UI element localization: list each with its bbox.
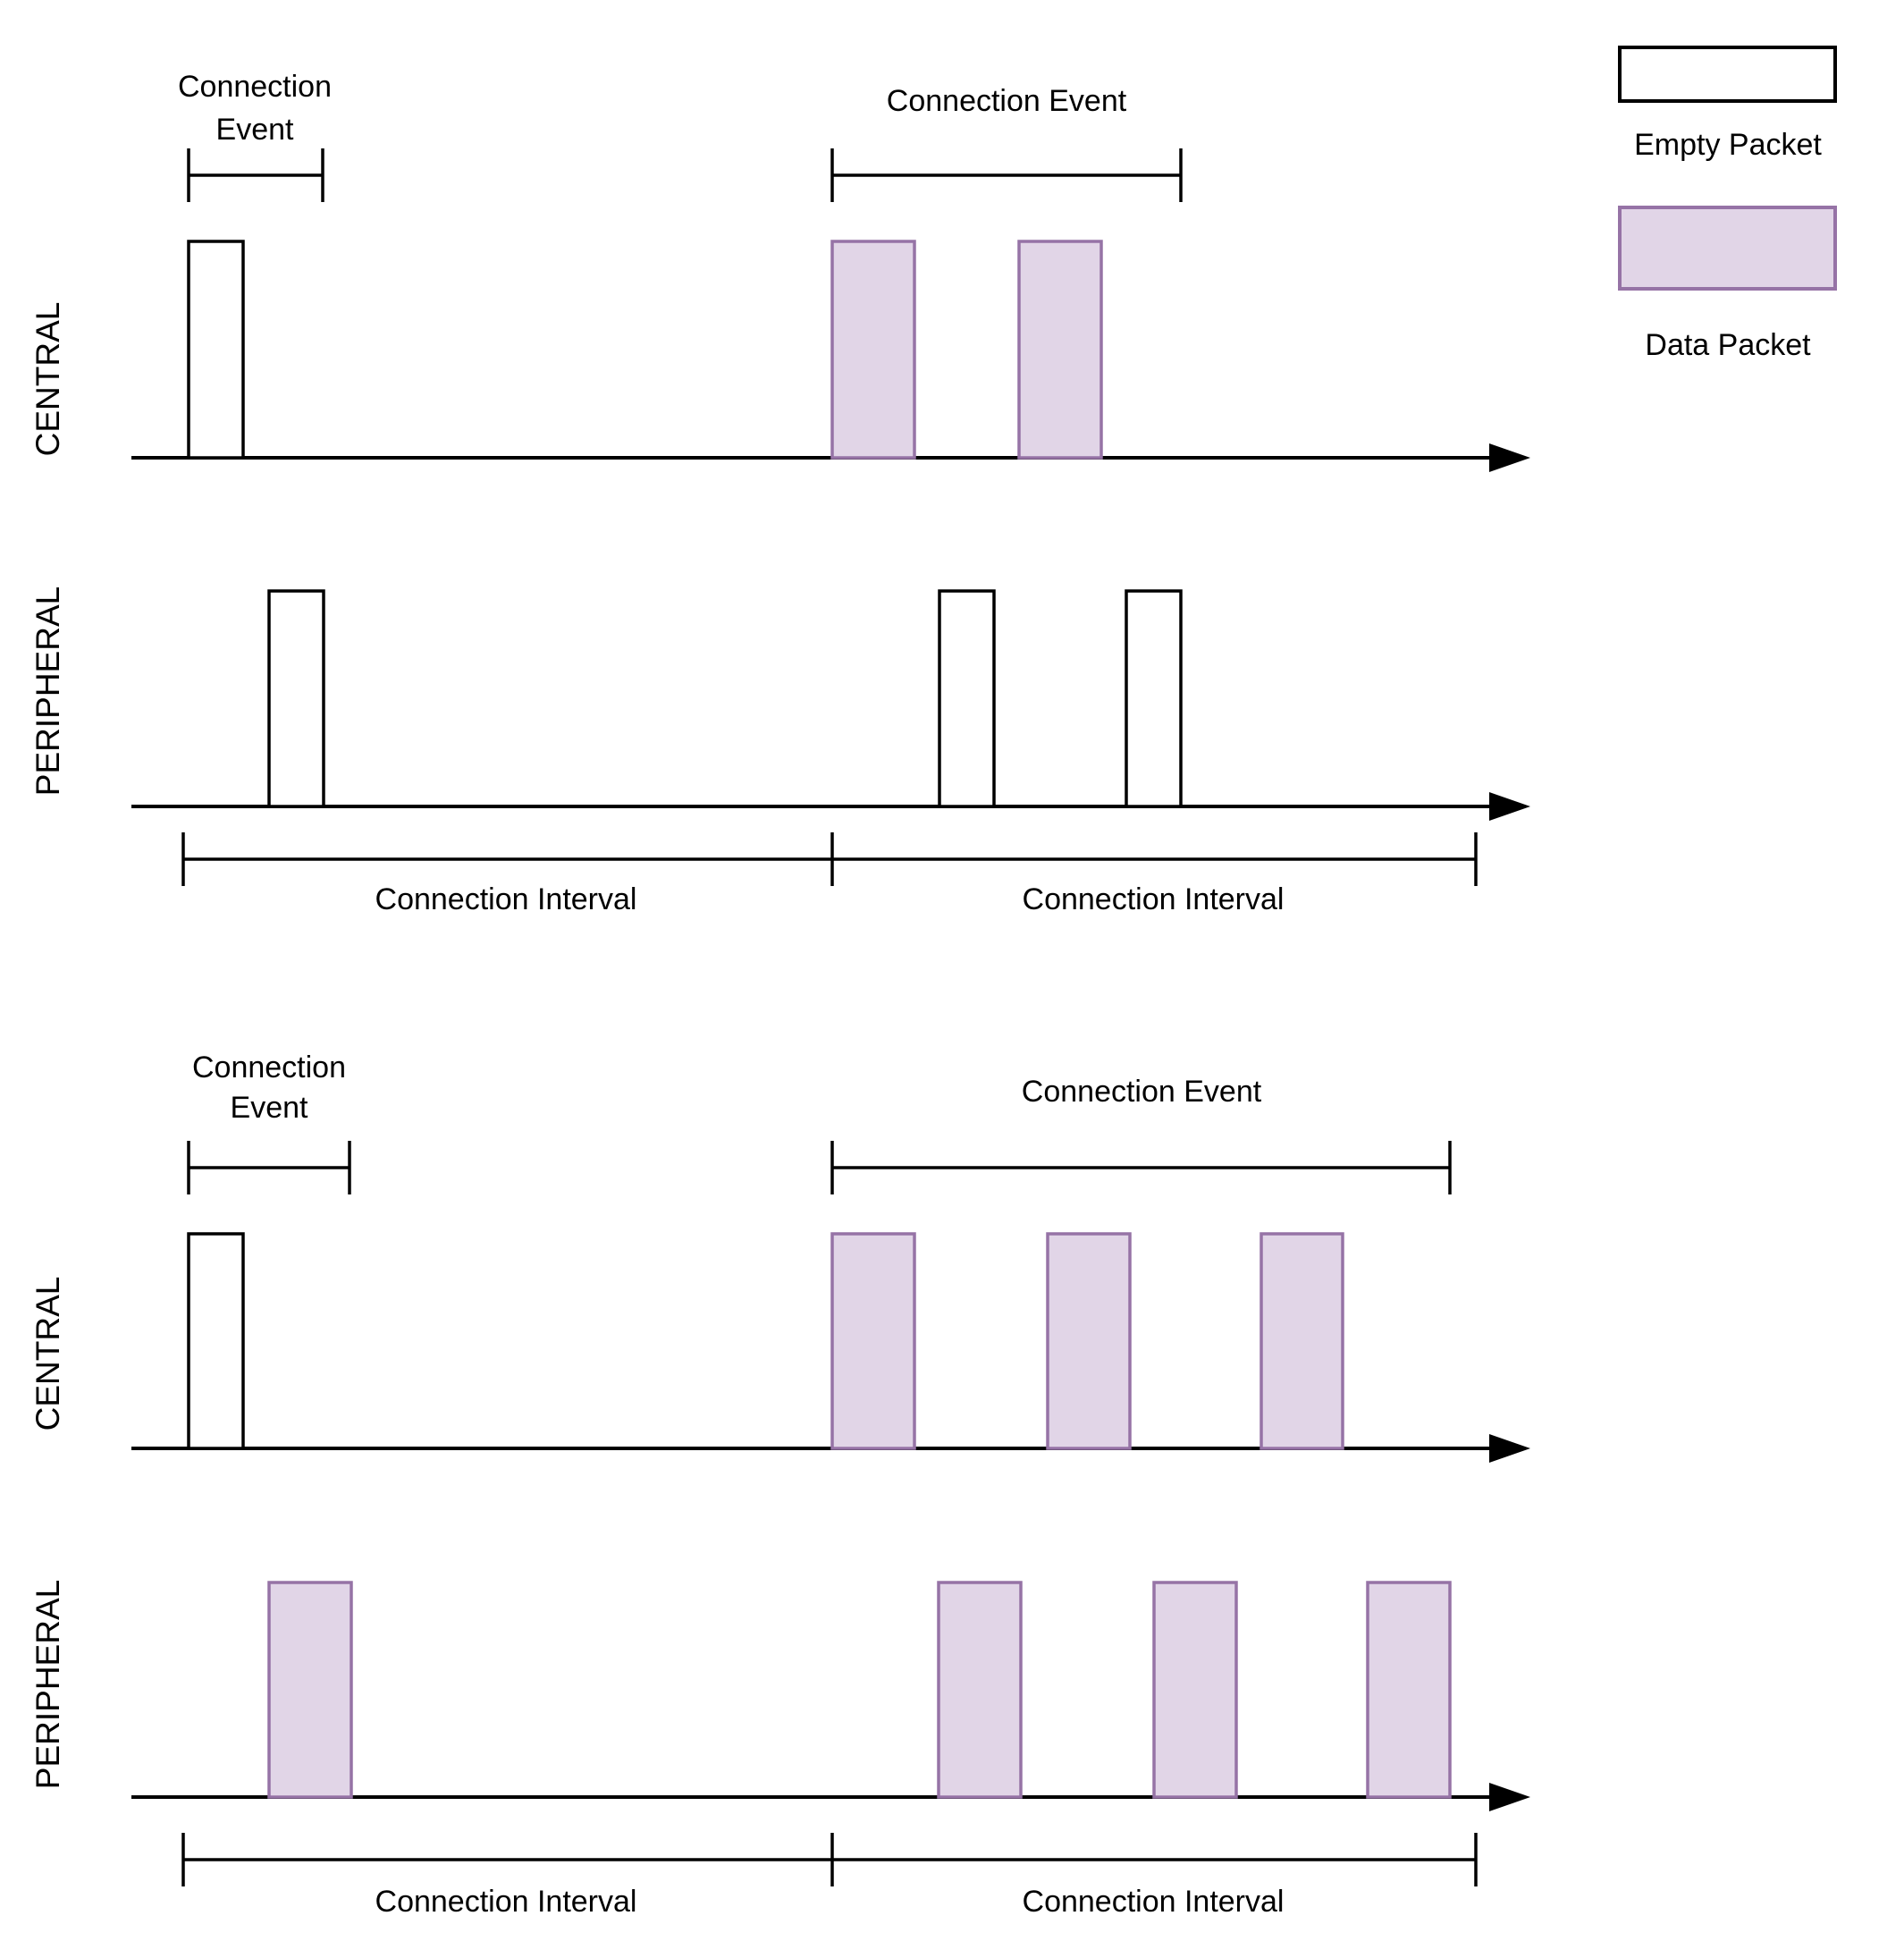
legend-empty-swatch bbox=[1620, 47, 1835, 101]
connection-event-bracket bbox=[832, 1075, 1450, 1194]
connection-event-label: Connection Event bbox=[1021, 1075, 1262, 1109]
timeline-arrowhead-icon bbox=[1489, 792, 1530, 821]
empty-packet bbox=[269, 591, 324, 806]
empty-packet bbox=[939, 591, 994, 806]
timeline-arrowhead-icon bbox=[1489, 1434, 1530, 1463]
connection-event-label: Event bbox=[215, 113, 294, 147]
row-label: CENTRAL bbox=[29, 1276, 66, 1431]
data-packet bbox=[1048, 1234, 1130, 1448]
data-packet bbox=[1368, 1582, 1450, 1797]
data-packet bbox=[939, 1582, 1021, 1797]
timeline-row-peripheral bbox=[29, 587, 1530, 821]
data-packet bbox=[1261, 1234, 1343, 1448]
timeline-row-central bbox=[29, 241, 1530, 472]
empty-packet bbox=[189, 1234, 243, 1448]
legend bbox=[1620, 47, 1835, 362]
legend-data-swatch bbox=[1620, 207, 1835, 289]
row-label: PERIPHERAL bbox=[29, 1579, 66, 1790]
connection-interval-label: Connection Interval bbox=[375, 1885, 637, 1919]
timeline-row-peripheral bbox=[29, 1580, 1530, 1811]
connection-event-bracket bbox=[832, 84, 1181, 202]
connection-event-label: Connection Event bbox=[886, 84, 1127, 118]
legend-label: Empty Packet bbox=[1634, 128, 1822, 162]
diagram-single-data-packet-exchange bbox=[29, 70, 1530, 916]
connection-interval-label: Connection Interval bbox=[1022, 1885, 1285, 1919]
timeline-arrowhead-icon bbox=[1489, 1783, 1530, 1811]
connection-event-label: Connection bbox=[191, 1051, 347, 1084]
connection-interval-bracket bbox=[183, 832, 1476, 916]
legend-label: Data Packet bbox=[1645, 328, 1811, 362]
row-label: CENTRAL bbox=[29, 301, 66, 457]
data-packet bbox=[832, 241, 914, 458]
row-label: PERIPHERAL bbox=[29, 586, 66, 797]
connection-event-bracket bbox=[178, 70, 332, 202]
empty-packet bbox=[1126, 591, 1181, 806]
timeline-arrowhead-icon bbox=[1489, 443, 1530, 472]
connection-interval-label: Connection Interval bbox=[1022, 882, 1285, 916]
empty-packet bbox=[189, 241, 243, 458]
connection-interval-bracket bbox=[183, 1833, 1476, 1919]
data-packet bbox=[269, 1582, 351, 1797]
connection-event-label: Event bbox=[230, 1091, 308, 1125]
connection-event-bracket bbox=[189, 1051, 350, 1194]
connection-interval-label: Connection Interval bbox=[375, 882, 637, 916]
connection-event-label: Connection bbox=[177, 70, 333, 104]
diagram-multiple-data-packets-exchange bbox=[29, 1051, 1530, 1919]
data-packet bbox=[1019, 241, 1101, 458]
timeline-row-central bbox=[29, 1234, 1530, 1463]
data-packet bbox=[832, 1234, 914, 1448]
data-packet bbox=[1154, 1582, 1236, 1797]
